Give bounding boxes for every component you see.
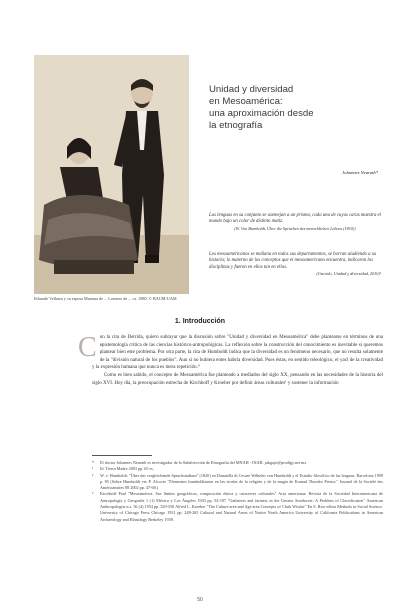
footnote [92,473,383,492]
epigraph-source: (Garrido, Unidad y diversidad, 2010)¹ [316,271,381,277]
body-text [78,332,383,387]
historical-photo [34,55,189,294]
author-name: Johannes Neurath* [342,170,378,175]
footnotes [92,460,383,523]
footnote-text: W. v. Humboldt: "Über das vergleichende Sprachstudium" [1820] en Donatella di Cesare Wilhelm von Humboldt y el Estudio filosófico de las lenguas. Barcelona 1999 p. 85 (Sobre Humboldt ver P. Alcocer "Elementos humboldtianos en las teorías de la religión y de la magia de Konrad Theodor Preuss." Journal de la Société des Américanistes 88 2002 pp. 47-68.) [100,472,383,491]
footnote-number: ³ [92,491,94,497]
epigraph-humboldt [209,213,381,232]
footnote-text: Id. Tierra Madre 2003 pp. 65 ss. [100,466,154,472]
epigraph-text: Los mesoamericanos se mañana en todos sus departamentos, se borran aludiendo a su historia; lo materno de los conceptos que el mesoamericano encuentra, indicaron los disciplinas y fueron en ellos tan en ellos. [209,252,376,270]
footnote-divider [92,455,152,456]
title-line: la etnografía [209,120,263,131]
epigraph-source: (W. Von Humboldt, Über die Sprachen des menschlichen Lebens (1810)) [234,225,356,231]
footnote-number: ² [92,472,94,478]
title-line: Unidad y diversidad [209,84,294,95]
footnote-number: ¹ [92,466,94,472]
title-line: en Mesoamérica: [209,96,283,107]
footnote-text: Kirchhoff Paul "Mesoamérica. Sus límites geográficos, composición étnica y caracteres culturales" Acta americana. Revista de la Sociedad Interamericana de Antropología y Geografía 1 (1) México y Los Ángeles 1943 pp. 92-107 "Gatherers and farmers in the Greater Southwest: A Problem of Classification" American Anthropologist n.s. 56 (4) 1954 pp. 529-550 Alfred L. Kroeber "The Culture area and Age area Concepts of Clark Wissler" En S. Rice editor Methods in Social Science. University of Chicago Press Chicago 1931 pp. 248-265 Cultural and Natural Areas of Native North America University of California Publications in American Archaeology and Ethnology Berkeley 1939. [100,491,383,522]
epigraph-text: Las lenguas en su conjunto se asemejan a un prisma, cada una de cuyas caras muestra el mundo bajo un color de distinto matiz. [209,213,382,225]
drop-cap: C [78,332,97,363]
photo-illustration [34,55,189,294]
article-title [209,84,379,132]
paragraph: on la cita de Derrida, quiero subrayar que la discusión sobre "Unidad y diversidad en Mesoamérica" debe plantearse en términos de una epistemología crítica de las ciencias histórico-antropológicas. La reflexión sobre la construcción del conocimiento es inevitable si queremos plantear bien este problema. Por otra parte, la cita de Humboldt indica que la diversidad es un fenómeno necesario, que no resulta solamente de la "división natural de los pueblos". Aun si no hubiera entes habría diversidad. Pues éstas, en sentido teleológico, el yacl de la creatividad y la expresión humana que nunca es mera repetición.⁴ [92,335,383,371]
paragraph: Como es bien sabido, el concepto de Mesoamérica fue planteado a mediados del siglo XX, pensando en las necesidades de la historia del siglo XVI. Hoy día, la preocupación estrecha de Kirchhoff y Kroeber por definir áreas culturales¹ y sostener la información [92,372,383,386]
footnote-number: * [92,460,95,465]
footnote [92,491,383,522]
title-line: una aproximación desde [209,108,314,119]
epigraph-second [209,252,381,278]
section-heading: 1. Introducción [174,318,226,325]
footnote-text: El doctor Johannes Neurath es investigador de la Subdirección de Etnografía del MNAH - INAH. jukgajo@prodigy.net.mx [100,460,307,465]
page-number: 50 [197,597,203,603]
photo-caption: Eduardo Vellarea y su esposa Mariana de ... Lorenzo de ... ca. 1880. © BAUM-UAM [34,296,177,301]
